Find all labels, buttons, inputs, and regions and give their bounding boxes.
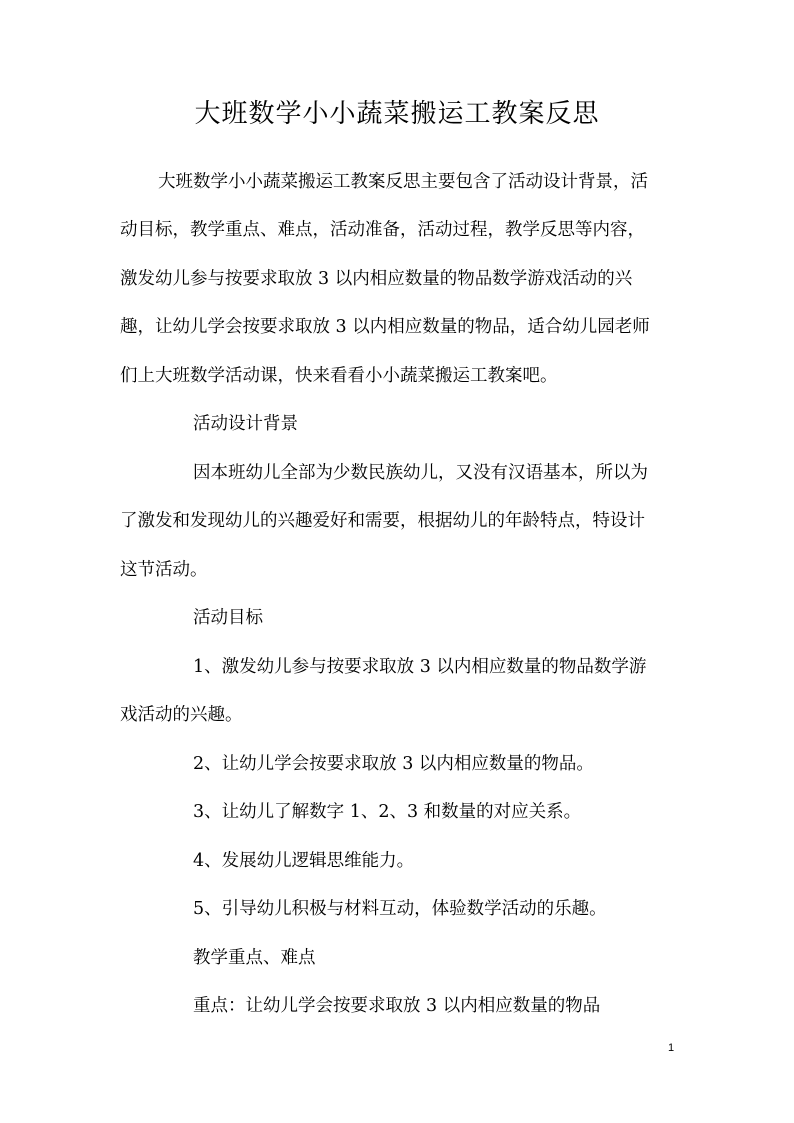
document-title: 大班数学小小蔬菜搬运工教案反思 <box>194 99 600 129</box>
intro-line-5: 们上大班数学活动课，快来看看小小蔬菜搬运工教案吧。 <box>120 366 558 386</box>
heading-goals: 活动目标 <box>193 608 263 628</box>
intro-line-3: 激发幼儿参与按要求取放 3 以内相应数量的物品数学游戏活动的兴 <box>120 269 633 289</box>
intro-line-2: 动目标，教学重点、难点，活动准备，活动过程，教学反思等内容， <box>120 220 645 240</box>
goal-3: 3、让幼儿了解数字 1、2、3 和数量的对应关系。 <box>193 802 582 822</box>
key-point-line: 重点：让幼儿学会按要求取放 3 以内相应数量的物品 <box>193 996 601 1016</box>
goal-5: 5、引导幼儿积极与材料互动，体验数学活动的乐趣。 <box>193 899 607 919</box>
background-line-3: 这节活动。 <box>120 560 208 580</box>
goal-4: 4、发展幼儿逻辑思维能力。 <box>193 851 415 871</box>
background-line-1: 因本班幼儿全部为少数民族幼儿，又没有汉语基本，所以为 <box>193 463 648 483</box>
goal-1-line-1: 1、激发幼儿参与按要求取放 3 以内相应数量的物品数学游 <box>193 657 647 677</box>
goal-2: 2、让幼儿学会按要求取放 3 以内相应数量的物品。 <box>193 754 594 774</box>
intro-line-4: 趣，让幼儿学会按要求取放 3 以内相应数量的物品，适合幼儿园老师 <box>120 317 650 337</box>
page-number: 1 <box>668 1042 675 1054</box>
heading-background: 活动设计背景 <box>193 414 298 434</box>
intro-line-1: 大班数学小小蔬菜搬运工教案反思主要包含了活动设计背景，活 <box>158 172 648 192</box>
background-line-2: 了激发和发现幼儿的兴趣爱好和需要，根据幼儿的年龄特点，特设计 <box>120 511 645 531</box>
goal-1-line-2: 戏活动的兴趣。 <box>120 705 243 725</box>
heading-key-points: 教学重点、难点 <box>193 948 316 968</box>
